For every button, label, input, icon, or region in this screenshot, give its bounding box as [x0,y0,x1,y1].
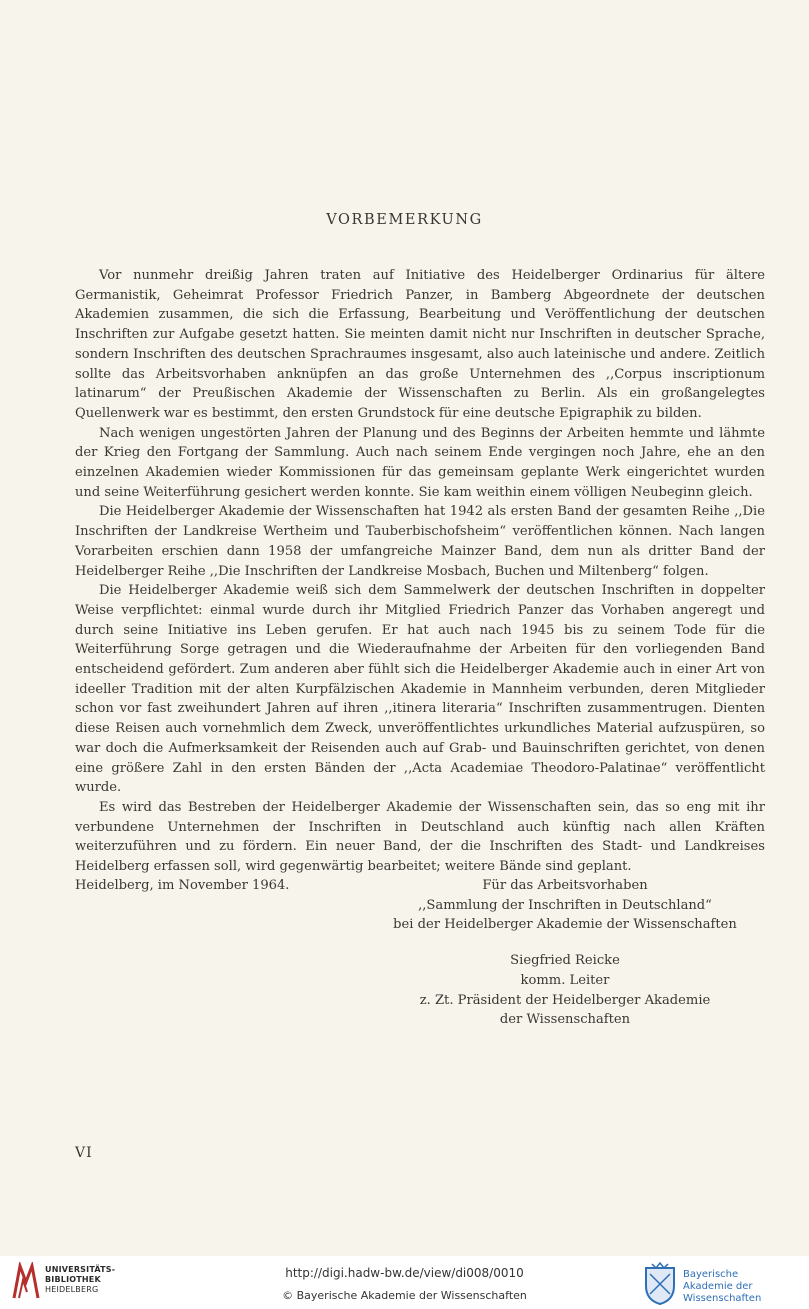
signature-block [355,876,775,1030]
source-url-link[interactable]: http://digi.hadw-bw.de/view/di008/0010 [285,1266,524,1280]
place-date: Heidelberg, im November 1964. [75,878,290,893]
signatory-position-2: der Wissenschaften [499,1012,631,1028]
footer-bar [0,1256,809,1309]
page-title: VORBEMERKUNG [326,212,483,228]
copyright-notice: © Bayerische Akademie der Wissenschaften [282,1289,527,1302]
signoff [75,876,765,1036]
for-line-1: Für das Arbeitsvorhaben [482,878,648,893]
signatory-position-1: z. Zt. Präsident der Heidelberger Akademie [419,992,711,1008]
signatory-role: komm. Leiter [520,972,610,988]
library-line-1: UNIVERSITÄTS- [45,1265,116,1274]
paragraph-2: Nach wenigen ungestörten Jahren der Planung und des Beginns der Arbeiten hemmte und lähmte der Krieg den Fortgang der Sammlung. Auch nach seinem Ende vergingen noch Jahre, ehe an den einzelnen Akademien wieder Kommissionen für das gemeinsam geplante Werk eingerichtet wurden und seine Weiterführung gesichert werden konnte. Sie kam weithin einem völligen Neubeginn gleich. [75,425,765,500]
academy-name [683,1269,809,1305]
signatory-name: Siegfried Reicke [510,953,620,969]
paragraph-4: Die Heidelberger Akademie weiß sich dem Sammelwerk der deutschen Inschriften in doppelter Weise verpflichtet: einmal wurde durch ihr Mitglied Friedrich Panzer das Vorhaben angeregt und durch seine Initiative ins Leben gerufen. Er hat auch nach 1945 bis zu seinem Tode für die Weiterführung Sorge getragen und die Wiederaufnahme der Arbeiten für den vorliegenden Band entscheidend gefördert. Zum anderen aber fühlt sich die Heidelberger Akademie auch in einer Art von ideeller Tradition mit der alten Kurpfälzischen Akademie in Mannheim verbunden, deren Mitglieder schon vor fast zweihundert Jahren auf ihren ,,itinera literaria“ Inschriften zusammentrugen. Dienten diese Reisen auch vornehmlich dem Zweck, unveröffentlichtes urkundliches Material aufzuspüren, so war doch die Aufmerksamkeit der Reisenden auch auf Grab- und Bauinschriften gerichtet, von denen eine größere Zahl in den ersten Bänden der ,,Acta Academiae Theodoro-Palatinae“ veröffentlicht wurde. [75,583,765,796]
academy-line-1: Bayerische [683,1269,739,1280]
page-number: VI [75,1145,93,1161]
library-line-3: HEIDELBERG [45,1285,99,1294]
library-line-2: BIBLIOTHEK [45,1275,101,1284]
paragraph-1: Vor nunmehr dreißig Jahren traten auf Initiative des Heidelberger Ordinarius für ältere Germanistik, Geheimrat Professor Friedrich Panzer, in Bamberg Abgeordnete der deutschen Akademien zusammen, die sich die Erfassung, Bearbeitung und Veröffentlichung der deutschen Inschriften zur Aufgabe gesetzt hatten. Sie meinten damit nicht nur Inschriften in deutscher Sprache, sondern Inschriften des deutschen Sprachraumes insgesamt, also auch lateinische und andere. Zeitlich sollte das Arbeitsvorhaben anknüpfen an das große Unternehmen des ,,Corpus inscriptionum latinarum“ der Preußischen Akademie der Wissenschaften zu Berlin. Als ein großangelegtes Quellenwerk war es bestimmt, den ersten Grundstock für eine deutsche Epigraphik zu bilden. [75,268,765,421]
body-text [75,266,765,877]
for-line-2: ,,Sammlung der Inschriften in Deutschland“ [418,897,712,913]
academy-crest-icon[interactable] [640,1262,680,1306]
paragraph-5: Es wird das Bestreben der Heidelberger Akademie der Wissenschaften sein, das so eng mit ihr verbundene Unternehmen der Inschriften in Deutschland auch künftig nach allen Kräften weiterzuführen und zu fördern. Ein neuer Band, der die Inschriften des Stadt- und Landkreises Heidelberg erfassen soll, wird gegenwärtig bearbeitet; weitere Bände sind geplant. [75,799,765,875]
academy-line-2: Akademie der Wissenschaften [683,1281,762,1304]
for-line-3: bei der Heidelberger Akademie der Wissenschaften [393,917,737,933]
paragraph-3: Die Heidelberger Akademie der Wissenschaften hat 1942 als ersten Band der gesamten Reihe ,,Die Inschriften der Landkreise Wertheim und Tauberbischofsheim“ veröffentlichen können. Nach langen Vorarbeiten erschien dann 1958 der umfangreiche Mainzer Band, dem nun als dritter Band der Heidelberger Reihe ,,Die Inschriften der Landkreise Mosbach, Buchen und Miltenberg“ folgen. [75,504,765,579]
